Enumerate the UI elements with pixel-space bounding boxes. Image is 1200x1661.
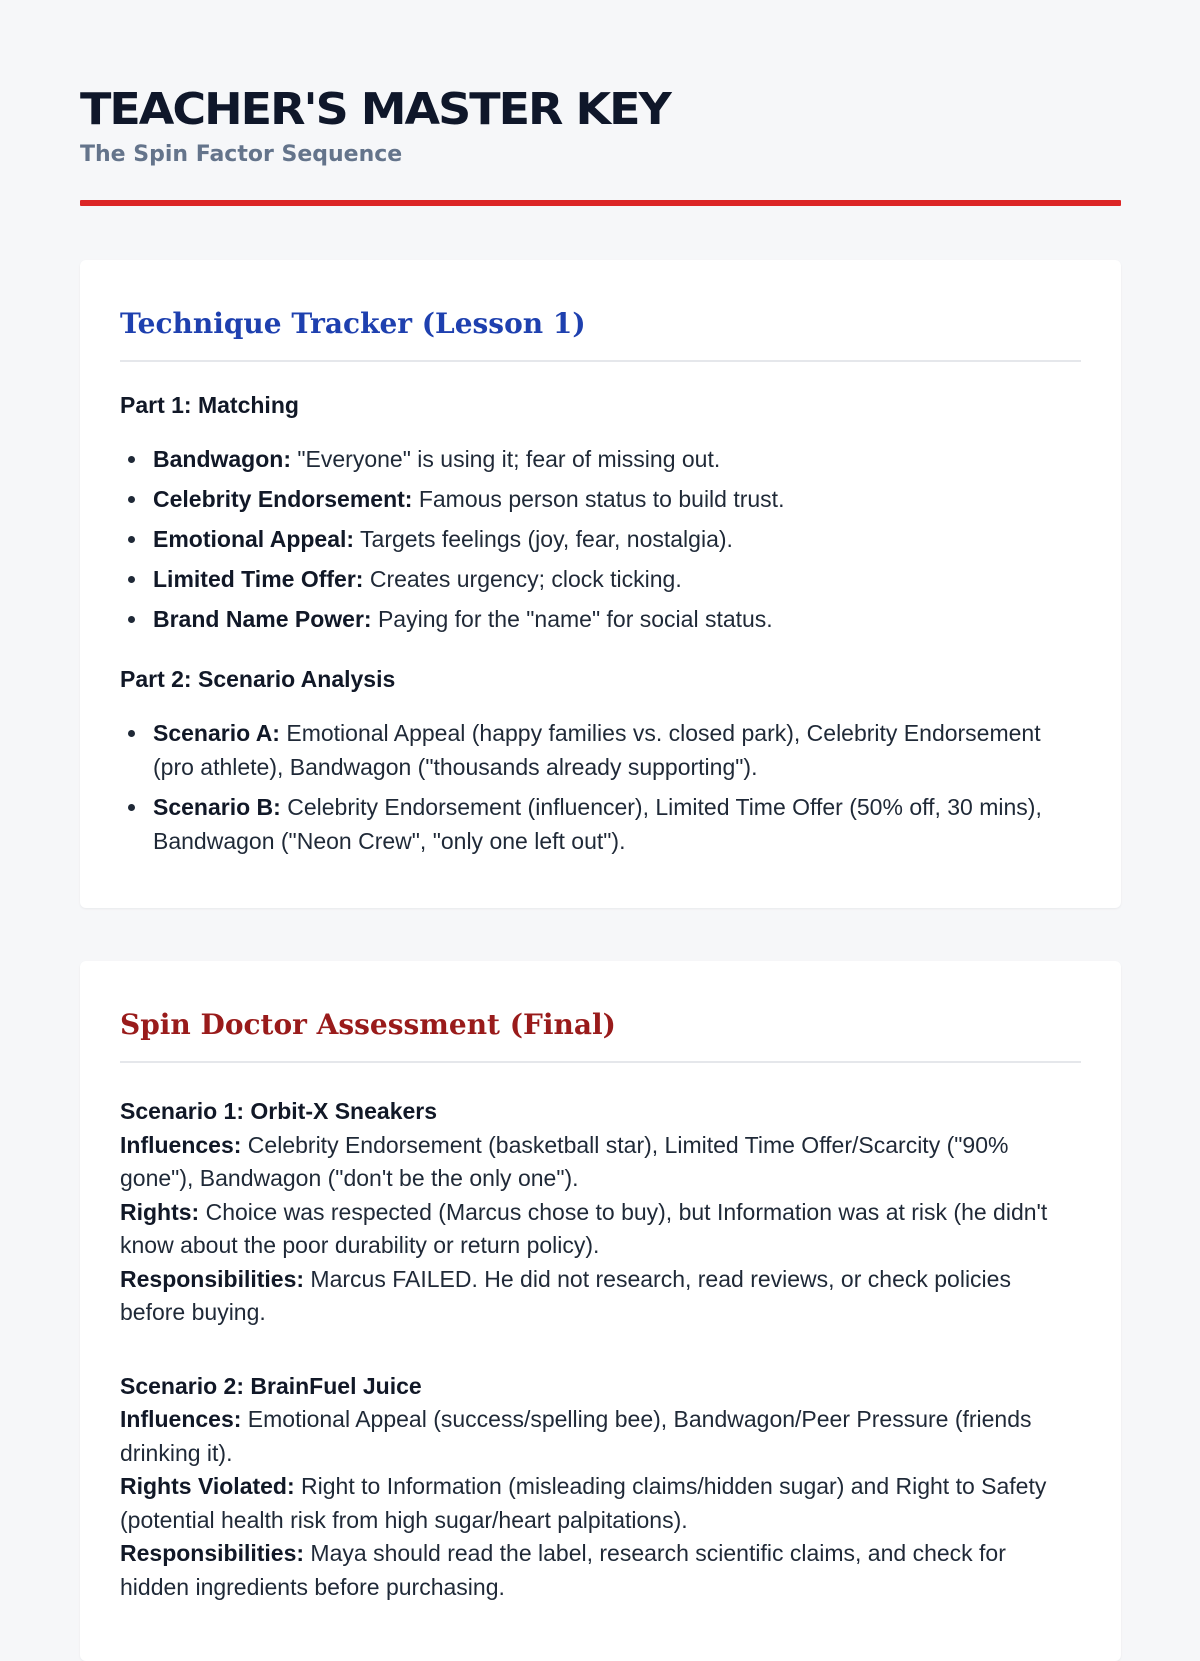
- technique-tracker-card: [80, 260, 1121, 908]
- page-header: [80, 82, 1120, 170]
- responsibilities-text: Marcus FAILED. He did not research, read reviews, or check policies before buying.: [120, 1265, 1011, 1325]
- item-text: Paying for the "name" for social status.: [371, 606, 773, 632]
- rights-text: Choice was respected (Marcus chose to buy), but Information was at risk (he didn't know about the poor durability or return policy).: [120, 1198, 1048, 1258]
- scenario1-heading: Scenario 1: Orbit-X Sneakers: [120, 1098, 438, 1124]
- spin-doctor-assessment-card: [80, 961, 1121, 1661]
- list-item: [120, 562, 1081, 596]
- item-text: Famous person status to build trust.: [412, 486, 785, 512]
- item-term: Celebrity Endorsement:: [153, 486, 413, 512]
- part2-list: [120, 716, 1081, 858]
- influences-text: Emotional Appeal (success/spelling bee), Bandwagon/Peer Pressure (friends drinking it).: [120, 1406, 1032, 1466]
- scenario2-heading: Scenario 2: BrainFuel Juice: [120, 1372, 422, 1399]
- item-term: Emotional Appeal:: [153, 526, 355, 552]
- item-text: Targets feelings (joy, fear, nostalgia).: [354, 526, 733, 552]
- scenario1-rights: [120, 1196, 1081, 1263]
- item-term: Scenario B:: [153, 794, 281, 820]
- influences-label: Influences:: [120, 1131, 242, 1158]
- rights-text: Right to Information (misleading claims/hidden sugar) and Right to Safety (potential health risk from high sugar/heart palpitations).: [120, 1473, 1047, 1533]
- list-item: [120, 602, 1081, 636]
- responsibilities-label: Responsibilities:: [120, 1265, 305, 1292]
- scenario2-responsibilities: [120, 1537, 1081, 1604]
- list-item: [120, 482, 1081, 516]
- item-text: Celebrity Endorsement (influencer), Limited Time Offer (50% off, 30 mins), Bandwagon ("Neon Crew", "only one left out").: [153, 794, 1042, 854]
- part2-section: [120, 664, 1081, 858]
- header-divider: [80, 200, 1121, 206]
- item-text: Creates urgency; clock ticking.: [363, 566, 682, 592]
- scenario2-influences: [120, 1403, 1081, 1470]
- assessment-title: Spin Doctor Assessment (Final): [120, 961, 1081, 1063]
- part2-heading: Part 2: Scenario Analysis: [120, 666, 396, 692]
- responsibilities-label: Responsibilities:: [120, 1540, 305, 1566]
- scenario2-rights: [120, 1470, 1081, 1537]
- rights-label: Rights Violated:: [120, 1473, 295, 1499]
- item-term: Brand Name Power:: [153, 606, 372, 632]
- list-item: [120, 790, 1081, 858]
- item-term: Scenario A:: [153, 720, 280, 746]
- scenario2-block: [120, 1370, 1081, 1605]
- scenario1-block: [120, 1095, 1081, 1330]
- influences-label: Influences:: [120, 1406, 242, 1432]
- item-text: "Everyone" is using it; fear of missing out.: [291, 446, 721, 472]
- item-term: Bandwagon:: [153, 446, 291, 472]
- technique-tracker-title: Technique Tracker (Lesson 1): [120, 260, 1081, 362]
- part1-heading: Part 1: Matching: [120, 392, 299, 418]
- list-item: [120, 716, 1081, 784]
- list-item: [120, 522, 1081, 556]
- scenario1-responsibilities: [120, 1263, 1081, 1330]
- page-subtitle: The Spin Factor Sequence: [80, 142, 403, 167]
- scenario1-influences: [120, 1129, 1081, 1196]
- page-title: TEACHER'S MASTER KEY: [80, 82, 670, 135]
- list-item: [120, 442, 1081, 476]
- item-text: Emotional Appeal (happy families vs. closed park), Celebrity Endorsement (pro athlete), Bandwagon ("thousands already supporting").: [153, 720, 1041, 780]
- item-term: Limited Time Offer:: [153, 566, 364, 592]
- part1-section: [120, 390, 1081, 636]
- influences-text: Celebrity Endorsement (basketball star), Limited Time Offer/Scarcity ("90% gone"), Bandwagon ("don't be the only one").: [120, 1131, 1009, 1191]
- rights-label: Rights:: [120, 1198, 200, 1225]
- responsibilities-text: Maya should read the label, research scientific claims, and check for hidden ingredients before purchasing.: [120, 1540, 1006, 1600]
- part1-list: [120, 442, 1081, 636]
